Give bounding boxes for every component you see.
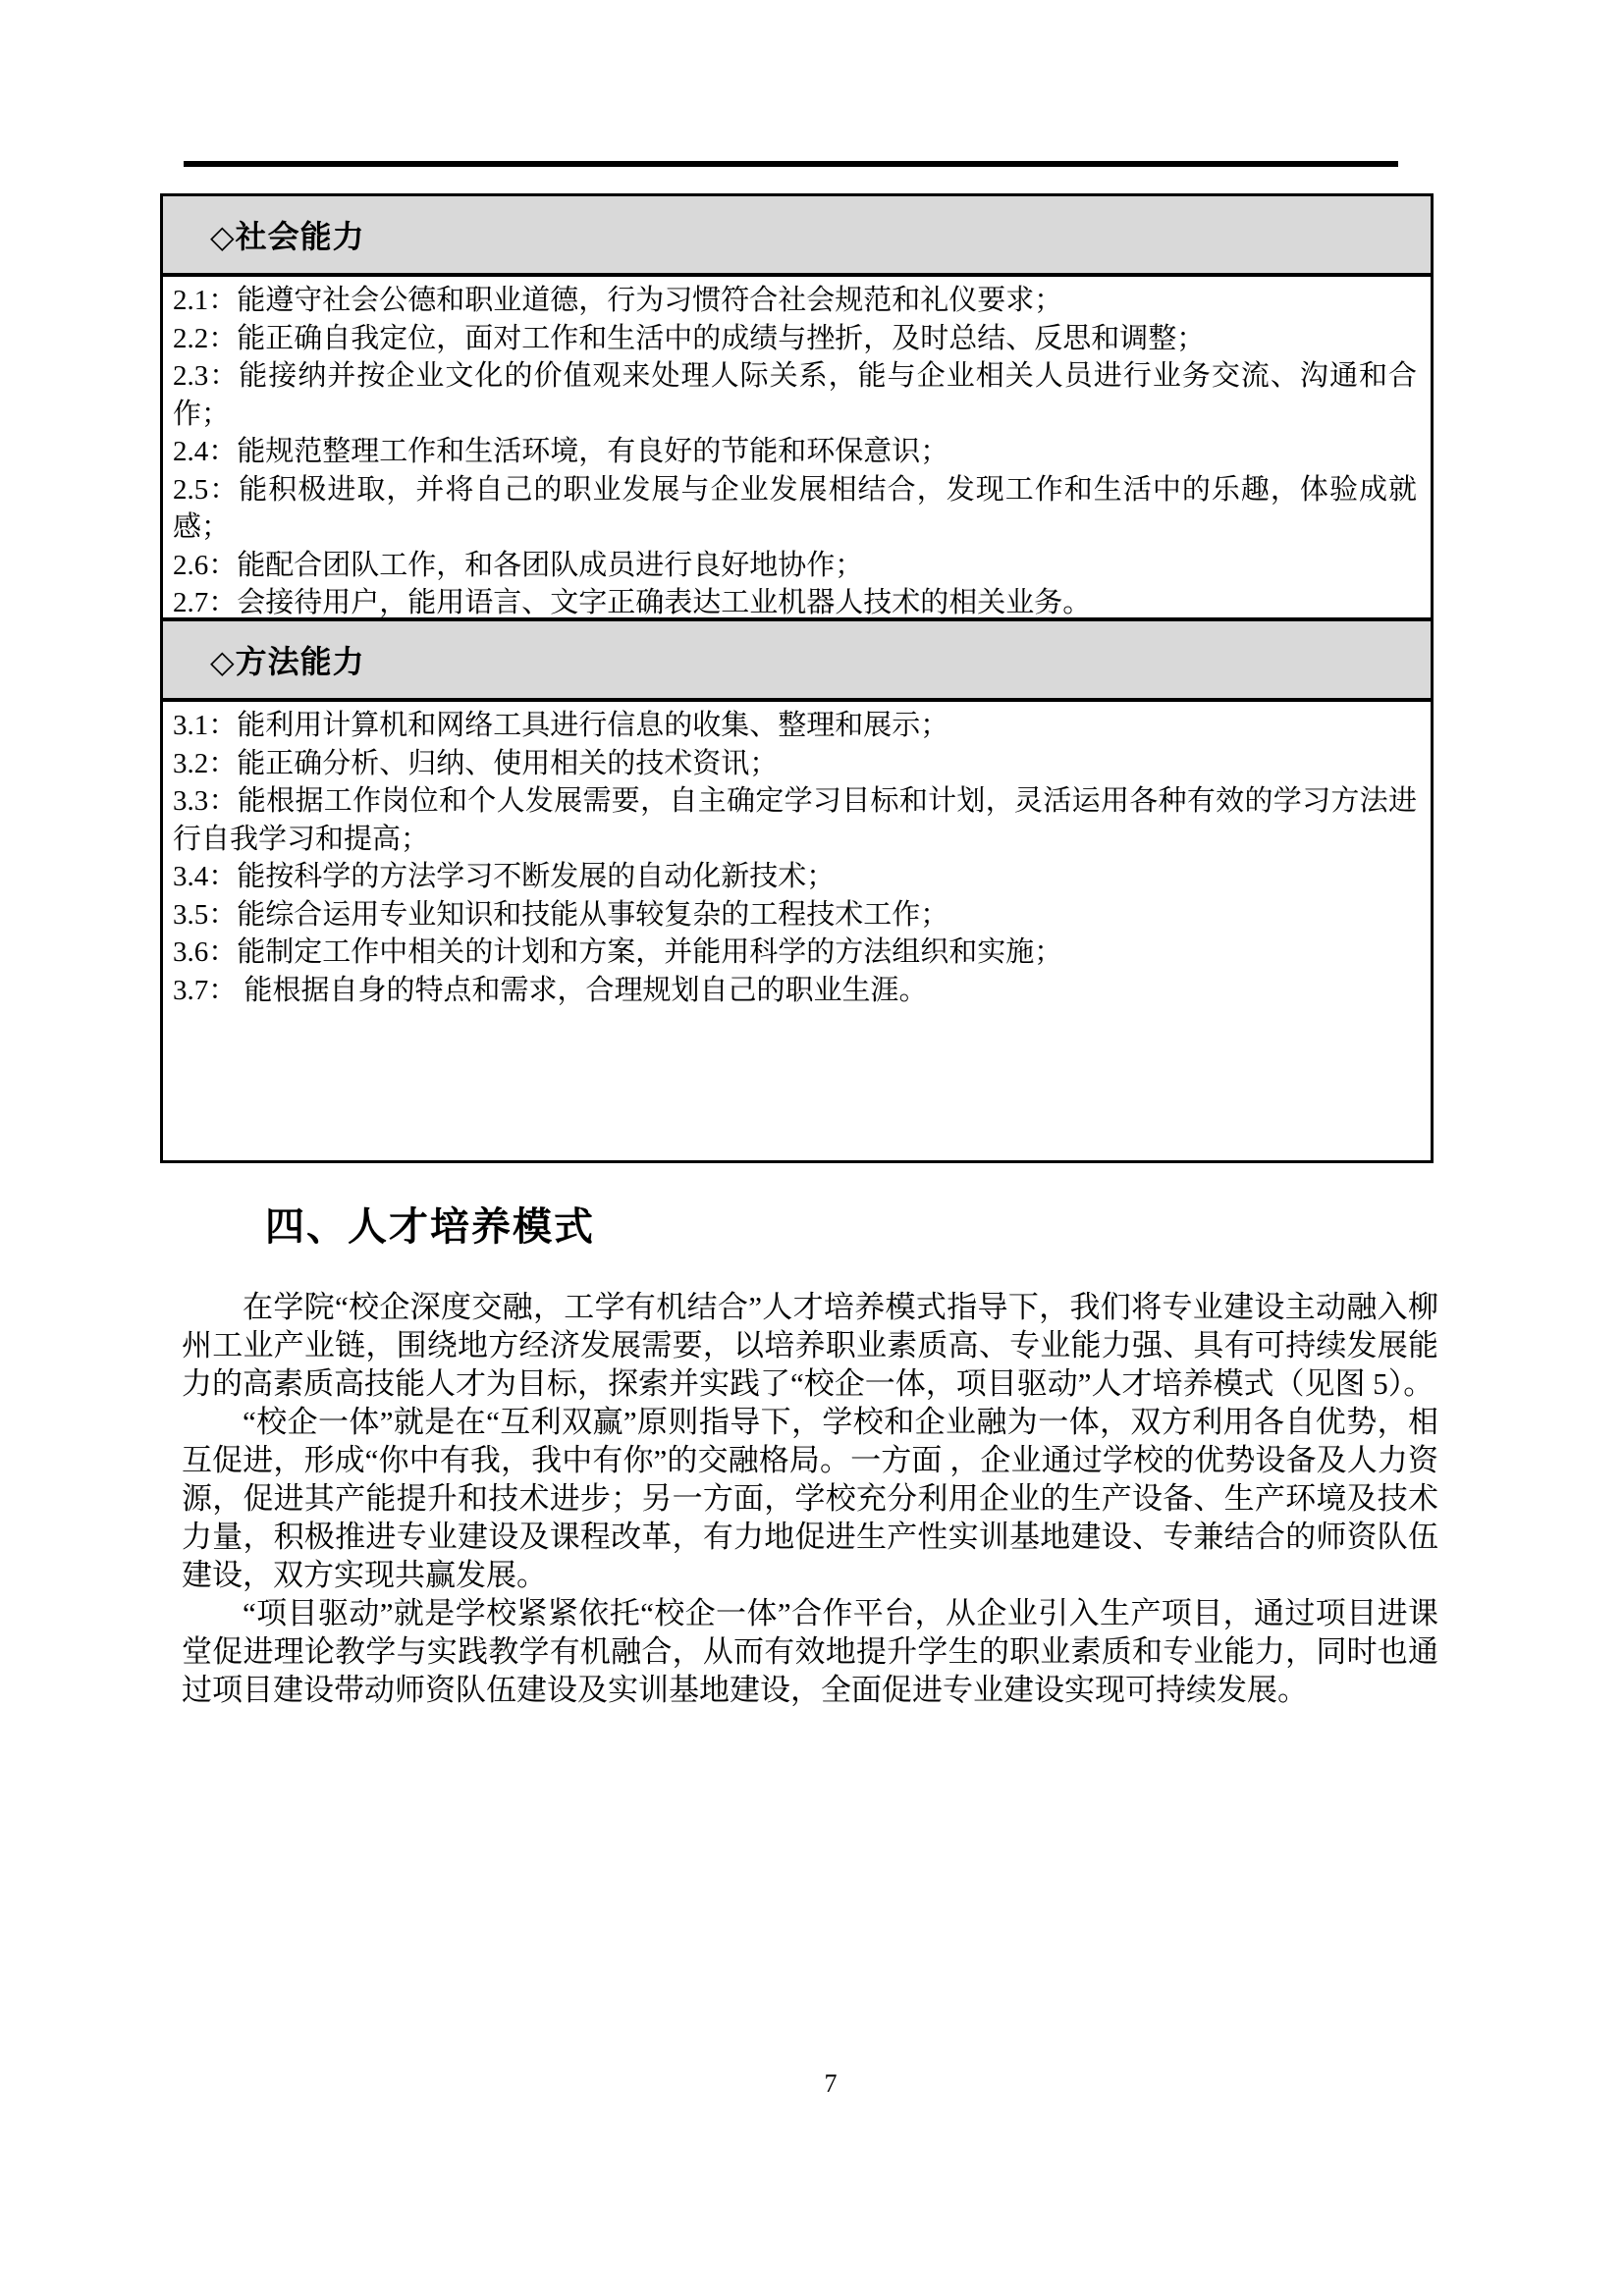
capability-item: 3.2：能正确分析、归纳、使用相关的技术资讯； — [173, 747, 779, 779]
capability-item: 2.2：能正确自我定位，面对工作和生活中的成绩与挫折，及时总结、反思和调整； — [173, 322, 1206, 354]
paragraph: “校企一体”就是在“互利双赢”原则指导下，学校和企业融为一体，双方利用各自优势，相互促进，形成“你中有我，我中有你”的交融格局。一方面 ，企业通过学校的优势设备及人力资源，促进其产能提升和技术进步；另一方面，学校充分利用企业的生产设备、生产环境及技术力量，积极推进专业建设及课程改革，有力地促进生产性实训基地建设、专兼结合的师资队伍建设，双方实现共赢发展。 — [182, 1405, 1438, 1592]
capability-item: 2.1：能遵守社会公德和职业道德，行为习惯符合社会规范和礼仪要求； — [173, 285, 1063, 316]
capability-item: 3.1：能利用计算机和网络工具进行信息的收集、整理和展示； — [173, 710, 949, 741]
capability-item: 3.6：能制定工作中相关的计划和方案，并能用科学的方法组织和实施； — [173, 936, 1063, 968]
capability-item: 3.5：能综合运用专业知识和技能从事较复杂的工程技术工作； — [173, 898, 949, 931]
capability-item: 2.7：会接待用户，能用语言、文字正确表达工业机器人技术的相关业务。 — [173, 587, 1092, 617]
capability-item: 3.3：能根据工作岗位和个人发展需要，自主确定学习目标和计划，灵活运用各种有效的学习方法进行自我学习和提高； — [173, 785, 1417, 855]
section-body-text — [182, 1288, 1438, 1709]
capability-item: 2.5：能积极进取，并将自己的职业发展与企业发展相结合，发现工作和生活中的乐趣，体验成就感； — [173, 473, 1417, 543]
capability-item: 3.7： 能根据自身的特点和需求，合理规划自己的职业生涯。 — [173, 974, 928, 1006]
table-section-header-method: ◇方法能力 — [163, 617, 1431, 702]
page-number: 7 — [824, 2069, 838, 2098]
paragraph: 在学院“校企深度交融，工学有机结合”人才培养模式指导下，我们将专业建设主动融入柳州工业产业链，围绕地方经济发展需要，以培养职业素质高、专业能力强、具有可持续发展能力的高素质高技能人才为目标，探索并实践了“校企一体，项目驱动”人才培养模式（见图 5）。 — [182, 1290, 1438, 1401]
capability-item: 2.4：能规范整理工作和生活环境，有良好的节能和环保意识； — [173, 436, 949, 467]
section-heading: 四、人才培养模式 — [265, 1205, 595, 1249]
capability-item: 3.4：能按科学的方法学习不断发展的自动化新技术； — [173, 861, 836, 892]
table-section-body-method — [163, 702, 1431, 1160]
table-section-body-social — [163, 277, 1431, 617]
table-section-header-social: ◇社会能力 — [163, 196, 1431, 277]
paragraph: “项目驱动”就是学校紧紧依托“校企一体”合作平台，从企业引入生产项目，通过项目进课堂促进理论教学与实践教学有机融合，从而有效地提升学生的职业素质和专业能力，同时也通过项目建设带动师资队伍建设及实训基地建设，全面促进专业建设实现可持续发展。 — [182, 1596, 1438, 1707]
capability-item: 2.6：能配合团队工作，和各团队成员进行良好地协作； — [173, 549, 864, 581]
capability-item: 2.3：能接纳并按企业文化的价值观来处理人际关系，能与企业相关人员进行业务交流、沟通和合作； — [173, 360, 1417, 430]
page-header-rule — [184, 161, 1398, 167]
capability-table — [160, 193, 1434, 1163]
